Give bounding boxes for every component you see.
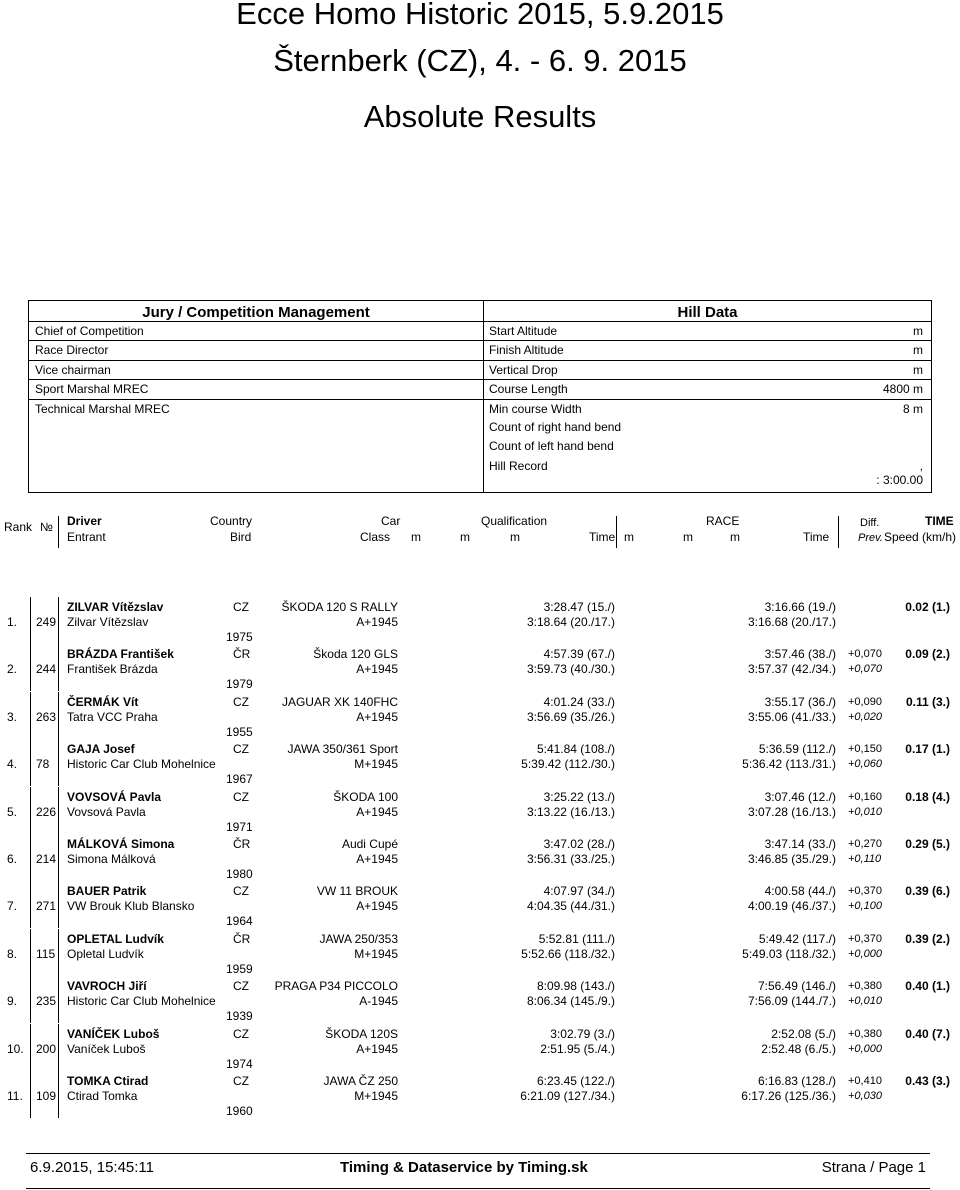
col-speed: Speed (km/h) [884, 530, 957, 544]
result-q2: 8:06.34 (145./9.) [526, 994, 615, 1009]
result-entrant: Vovsová Pavla [67, 804, 146, 819]
result-prev: +0,070 [848, 663, 882, 676]
result-r1: 7:56.49 (146./) [757, 979, 836, 994]
result-time: 0.18 (4.) [905, 789, 950, 804]
col-qualification: Qualification [481, 514, 548, 528]
result-row [0, 692, 960, 739]
result-q2: 3:59.73 (40./30.) [526, 662, 615, 677]
result-year: 1964 [226, 914, 253, 929]
column-headers [0, 512, 960, 546]
row-divider [58, 692, 59, 739]
result-q2: 5:39.42 (112./30.) [521, 757, 615, 772]
result-number: 109 [36, 1089, 57, 1103]
result-year: 1939 [226, 1009, 253, 1024]
result-entrant: Vaníček Luboš [67, 1041, 146, 1056]
jury-row: Vice chairman [29, 360, 483, 378]
row-divider [30, 739, 31, 786]
col-r-m2: m [683, 530, 693, 544]
result-number: 78 [36, 757, 50, 772]
col-time: TIME [925, 514, 954, 528]
result-number: 235 [36, 994, 57, 1009]
result-rank: 1. [7, 615, 18, 629]
result-r2: 3:16.68 (20./17.) [747, 615, 836, 629]
result-time: 0.02 (1.) [905, 600, 950, 614]
result-time: 0.39 (2.) [905, 931, 950, 946]
row-divider [30, 881, 31, 928]
result-q1: 8:09.98 (143./) [536, 979, 615, 994]
hill-row [484, 321, 931, 339]
col-rank: Rank [4, 520, 33, 534]
result-row [0, 881, 960, 928]
event-location: Šternberk (CZ), 4. - 6. 9. 2015 [273, 43, 687, 78]
result-country: ČR [233, 647, 251, 662]
result-entrant: František Brázda [67, 662, 158, 677]
row-divider [58, 976, 59, 1023]
row-divider [58, 644, 59, 691]
result-r2: 6:17.26 (125./36.) [741, 1089, 836, 1103]
result-row [0, 644, 960, 691]
result-car: ŠKODA 100 [333, 789, 398, 804]
row-divider [30, 1071, 31, 1118]
result-time: 0.40 (1.) [905, 979, 950, 994]
result-r2: 3:57.37 (42./34.) [747, 662, 836, 677]
hill-row-label: Min course Width [489, 401, 582, 416]
row-divider [30, 834, 31, 881]
result-driver: OPLETAL Ludvík [67, 931, 164, 946]
info-table [28, 300, 932, 493]
result-q1: 5:41.84 (108./) [536, 742, 615, 757]
result-rank: 3. [7, 709, 18, 724]
hill-record-time: : 3:00.00 [876, 473, 923, 487]
result-class: A+1945 [356, 899, 398, 914]
result-driver: ČERMÁK Vít [67, 694, 139, 709]
row-divider [58, 739, 59, 786]
hill-row-label: Count of right hand bend [489, 420, 622, 434]
result-country: CZ [233, 600, 249, 614]
result-row [0, 929, 960, 976]
hill-row-value: 4800 m [882, 382, 923, 397]
result-r1: 5:49.42 (117./) [758, 931, 836, 946]
col-q-m2: m [460, 530, 470, 544]
page-footer [26, 1153, 930, 1189]
result-driver: MÁLKOVÁ Simona [67, 837, 175, 851]
hill-row [484, 379, 931, 397]
result-r1: 3:55.17 (36./) [764, 694, 836, 709]
col-q-m3: m [510, 530, 520, 544]
row-divider [30, 692, 31, 739]
result-diff: +0,270 [848, 838, 882, 850]
footer-page: Strana / Page 1 [821, 1159, 926, 1176]
result-car: Audi Cupé [341, 837, 398, 851]
result-diff: +0,160 [848, 790, 882, 803]
result-car: PRAGA P34 PICCOLO [274, 979, 398, 994]
result-number: 200 [36, 1041, 57, 1056]
result-country: CZ [233, 1074, 249, 1088]
result-number: 271 [36, 899, 57, 914]
col-driver: Driver [67, 514, 102, 528]
result-driver: BAUER Patrik [67, 884, 147, 899]
jury-row: Chief of Competition [29, 321, 483, 339]
result-number: 226 [36, 804, 57, 819]
result-diff: +0,150 [848, 743, 882, 756]
result-diff: +0,380 [848, 980, 882, 993]
result-number: 263 [36, 709, 57, 724]
result-row [0, 976, 960, 1023]
hill-row [484, 340, 931, 358]
result-q1: 3:25.22 (13./) [543, 789, 615, 804]
row-divider [58, 881, 59, 928]
result-prev: +0,000 [848, 1042, 882, 1055]
row-divider [30, 929, 31, 976]
result-rank: 9. [7, 994, 18, 1009]
result-driver: VOVSOVÁ Pavla [67, 789, 162, 804]
jury-row: Sport Marshal MREC [29, 379, 483, 397]
result-country: CZ [233, 1026, 249, 1041]
result-row [0, 787, 960, 834]
row-divider [58, 834, 59, 881]
result-country: ČR [233, 837, 251, 851]
result-country: CZ [233, 694, 249, 709]
result-q2: 4:04.35 (44./31.) [526, 899, 615, 914]
result-year: 1959 [226, 961, 253, 976]
result-country: CZ [233, 789, 249, 804]
result-r2: 5:49.03 (118./32.) [742, 946, 836, 961]
result-number: 244 [36, 662, 57, 677]
result-rank: 6. [7, 852, 18, 866]
hill-row [484, 418, 931, 436]
hill-row-value: , [919, 458, 923, 473]
result-time: 0.09 (2.) [905, 647, 950, 662]
result-class: M+1945 [354, 1089, 398, 1103]
result-prev: +0,000 [848, 947, 882, 960]
result-row [0, 1024, 960, 1071]
result-time: 0.43 (3.) [905, 1074, 950, 1088]
event-title: Ecce Homo Historic 2015, 5.9.2015 [236, 0, 724, 31]
col-car: Car [381, 514, 401, 528]
result-row [0, 597, 960, 644]
result-row [0, 1071, 960, 1118]
footer-datetime: 6.9.2015, 15:45:11 [30, 1159, 154, 1176]
result-rank: 10. [7, 1041, 24, 1056]
result-time: 0.17 (1.) [905, 742, 950, 757]
hill-row-label: Finish Altitude [489, 343, 564, 358]
result-r1: 6:16.83 (128./) [757, 1074, 836, 1088]
result-time: 0.11 (3.) [905, 694, 950, 709]
result-entrant: Zilvar Vítězslav [67, 615, 149, 629]
col-diff: Diff. [860, 517, 880, 529]
result-q2: 6:21.09 (127./34.) [520, 1089, 615, 1103]
result-r2: 3:07.28 (16./13.) [747, 804, 836, 819]
result-class: M+1945 [354, 946, 398, 961]
row-divider [30, 644, 31, 691]
result-diff: +0,380 [848, 1027, 882, 1040]
result-country: ČR [233, 931, 251, 946]
hill-row [484, 437, 931, 455]
result-class: A+1945 [356, 804, 398, 819]
result-rank: 5. [7, 804, 18, 819]
result-car: JAGUAR XK 140FHC [281, 694, 398, 709]
col-q-time: Time [589, 530, 616, 544]
result-car: ŠKODA 120 S RALLY [281, 600, 398, 614]
result-rank: 7. [7, 899, 18, 914]
result-q1: 3:47.02 (28./) [543, 837, 615, 851]
result-entrant: Opletal Ludvík [67, 946, 144, 961]
row-divider [58, 1024, 59, 1071]
result-year: 1975 [226, 630, 253, 644]
result-q1: 3:02.79 (3./) [550, 1026, 615, 1041]
result-q2: 5:52.66 (118./32.) [521, 946, 615, 961]
col-bird: Bird [230, 530, 252, 544]
result-entrant: Tatra VCC Praha [67, 709, 158, 724]
result-q1: 3:28.47 (15./) [543, 600, 615, 614]
result-prev: +0,020 [848, 710, 882, 723]
result-class: M+1945 [354, 757, 398, 772]
result-year: 1967 [226, 772, 253, 787]
result-rank: 11. [7, 1089, 23, 1103]
result-q2: 3:13.22 (16./13.) [526, 804, 615, 819]
result-q1: 6:23.45 (122./) [536, 1074, 615, 1088]
result-car: JAWA ČZ 250 [323, 1074, 398, 1088]
result-rank: 8. [7, 946, 18, 961]
col-q-m1: m [411, 530, 421, 544]
result-q2: 3:56.69 (35./26.) [526, 709, 615, 724]
hill-row-label: Hill Record [489, 458, 548, 473]
result-year: 1974 [226, 1056, 253, 1071]
result-class: A+1945 [356, 852, 398, 866]
result-r1: 3:47.14 (33./) [764, 837, 836, 851]
result-prev: +0,030 [848, 1090, 882, 1102]
result-q1: 5:52.81 (111./) [538, 931, 615, 946]
result-r1: 4:00.58 (44./) [764, 884, 836, 899]
col-class: Class [360, 530, 391, 544]
row-divider [58, 597, 59, 644]
result-q1: 4:57.39 (67./) [543, 647, 615, 662]
result-year: 1980 [226, 867, 253, 881]
result-r2: 4:00.19 (46./37.) [747, 899, 836, 914]
hill-row-label: Course Length [489, 382, 568, 397]
hill-row [484, 457, 931, 475]
result-r1: 3:16.66 (19./) [764, 600, 836, 614]
result-row [0, 834, 960, 881]
row-divider [58, 929, 59, 976]
result-car: JAWA 250/353 [319, 931, 398, 946]
result-prev: +0,110 [848, 853, 882, 865]
result-prev: +0,010 [848, 805, 882, 818]
result-year: 1955 [226, 724, 253, 739]
hill-heading: Hill Data [677, 304, 738, 321]
result-r2: 3:46.85 (35./29.) [747, 852, 836, 866]
result-car: ŠKODA 120S [325, 1026, 398, 1041]
result-driver: GAJA Josef [67, 742, 135, 757]
result-diff: +0,370 [848, 885, 882, 898]
result-car: JAWA 350/361 Sport [287, 742, 398, 757]
result-class: A+1945 [356, 615, 398, 629]
result-entrant: Historic Car Club Mohelnice [67, 994, 216, 1009]
row-divider [58, 787, 59, 834]
result-r2: 3:55.06 (41./33.) [747, 709, 836, 724]
result-year: 1971 [226, 819, 253, 834]
result-diff: +0,410 [848, 1075, 882, 1087]
result-driver: VAVROCH Jiří [67, 979, 147, 994]
result-number: 115 [36, 946, 56, 961]
hill-row [484, 360, 931, 378]
result-entrant: Simona Málková [67, 852, 156, 866]
hill-row-label: Count of left hand bend [489, 439, 614, 454]
result-q2: 2:51.95 (5./4.) [540, 1041, 615, 1056]
col-race: RACE [706, 514, 740, 528]
col-country: Country [210, 514, 253, 528]
result-r1: 5:36.59 (112./) [758, 742, 836, 757]
result-class: A+1945 [356, 1041, 398, 1056]
result-r2: 5:36.42 (113./31.) [742, 757, 836, 772]
result-diff: +0,090 [848, 695, 882, 708]
result-r1: 3:07.46 (12./) [764, 789, 836, 804]
result-year: 1979 [226, 677, 253, 692]
hill-row-label: Vertical Drop [489, 362, 558, 377]
col-r-m3: m [730, 530, 740, 544]
jury-row: Technical Marshal MREC [29, 399, 483, 417]
result-time: 0.29 (5.) [905, 837, 950, 851]
jury-row: Race Director [29, 340, 483, 358]
jury-heading: Jury / Competition Management [142, 304, 370, 321]
result-prev: +0,100 [848, 900, 882, 913]
result-prev: +0,010 [848, 995, 882, 1008]
result-q1: 4:01.24 (33./) [543, 694, 615, 709]
col-prev: Prev. [858, 532, 883, 544]
result-number: 249 [36, 615, 57, 629]
result-entrant: Ctirad Tomka [67, 1089, 138, 1103]
result-r2: 7:56.09 (144./7.) [747, 994, 836, 1009]
col-r-m1: m [624, 530, 634, 544]
result-q1: 4:07.97 (34./) [543, 884, 615, 899]
result-r1: 3:57.46 (38./) [764, 647, 836, 662]
result-country: CZ [233, 884, 249, 899]
result-q2: 3:18.64 (20./17.) [526, 615, 615, 629]
result-class: A+1945 [356, 709, 398, 724]
hill-row [484, 399, 931, 417]
result-entrant: Historic Car Club Mohelnice [67, 757, 216, 772]
result-r2: 2:52.48 (6./5.) [761, 1041, 836, 1056]
hill-row-value: m [913, 362, 923, 377]
row-divider [30, 787, 31, 834]
hill-row-value: 8 m [902, 401, 923, 416]
result-rank: 2. [7, 662, 18, 677]
result-class: A-1945 [359, 994, 398, 1009]
result-country: CZ [233, 979, 249, 994]
result-country: CZ [233, 742, 249, 757]
row-divider [30, 976, 31, 1023]
result-rank: 4. [7, 757, 18, 772]
result-driver: VANÍČEK Luboš [67, 1026, 160, 1041]
result-class: A+1945 [356, 662, 398, 677]
footer-provider: Timing & Dataservice by Timing.sk [340, 1159, 588, 1176]
result-entrant: VW Brouk Klub Blansko [67, 899, 195, 914]
result-driver: BRÁZDA František [67, 647, 174, 662]
hill-row-label: Start Altitude [489, 324, 558, 338]
col-entrant: Entrant [67, 530, 106, 544]
result-number: 214 [36, 852, 57, 866]
hill-row-value: m [913, 343, 923, 358]
result-q2: 3:56.31 (33./25.) [526, 852, 615, 866]
result-diff: +0,370 [848, 932, 882, 945]
row-divider [30, 597, 31, 644]
result-row [0, 739, 960, 786]
result-year: 1960 [226, 1104, 253, 1118]
result-prev: +0,060 [848, 758, 882, 771]
row-divider [58, 1071, 59, 1118]
row-divider [30, 1024, 31, 1071]
results-title: Absolute Results [363, 99, 597, 134]
result-driver: ZILVAR Vítězslav [67, 600, 164, 614]
col-number: № [40, 520, 53, 534]
result-diff: +0,070 [848, 648, 882, 661]
col-r-time: Time [803, 530, 830, 544]
hill-row-value: m [913, 324, 923, 338]
result-driver: TOMKA Ctirad [67, 1074, 149, 1088]
result-r1: 2:52.08 (5./) [771, 1026, 836, 1041]
result-car: Škoda 120 GLS [313, 647, 398, 662]
result-time: 0.39 (6.) [905, 884, 950, 899]
result-car: VW 11 BROUK [316, 884, 398, 899]
result-time: 0.40 (7.) [905, 1026, 950, 1041]
